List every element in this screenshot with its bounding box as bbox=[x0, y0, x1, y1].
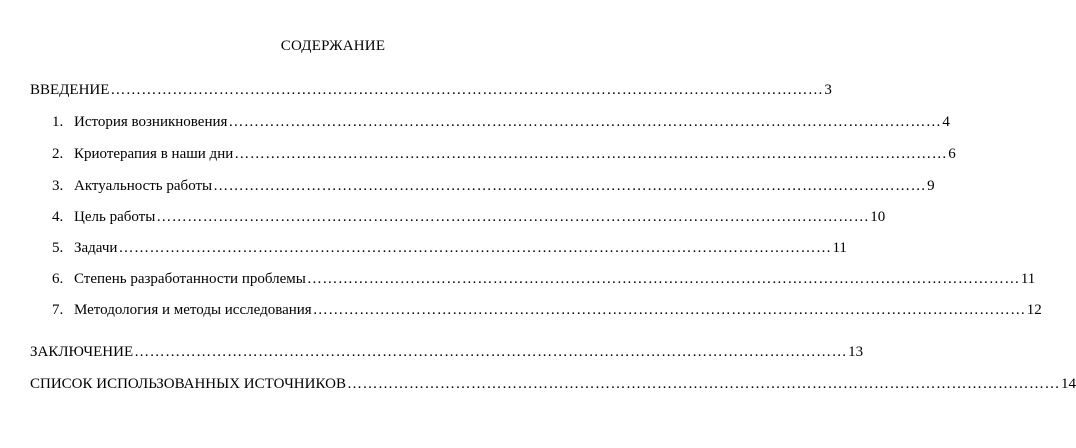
toc-entry-number: 1. bbox=[52, 114, 64, 130]
toc-entry-label: История возникновения bbox=[74, 114, 228, 130]
toc-leader-dots: ………………………………………………………………………………………………………………………… bbox=[312, 302, 1026, 318]
toc-entry-page: 14 bbox=[1060, 376, 1076, 392]
toc-entry-page: 3 bbox=[824, 82, 832, 98]
toc-entry-4 bbox=[52, 207, 886, 227]
toc-entry-number: 4. bbox=[52, 209, 64, 225]
toc-leader-dots: ………………………………………………………………………………………………………………………… bbox=[228, 114, 942, 130]
toc-entry-number: 6. bbox=[52, 271, 64, 287]
toc-leader-dots: ………………………………………………………………………………………………………………………… bbox=[118, 240, 832, 256]
toc-entry-number: 3. bbox=[52, 178, 64, 194]
toc-entry-label: СПИСОК ИСПОЛЬЗОВАННЫХ ИСТОЧНИКОВ bbox=[30, 376, 346, 392]
toc-leader-dots: ………………………………………………………………………………………………………………………… bbox=[213, 178, 927, 194]
toc-entry-7 bbox=[52, 300, 1042, 320]
toc-entry-2 bbox=[52, 144, 956, 164]
toc-leader-dots: ………………………………………………………………………………………………………………………… bbox=[234, 146, 948, 162]
toc-entry-1 bbox=[52, 112, 950, 132]
toc-entry-page: 11 bbox=[1020, 271, 1036, 287]
toc-entry-introduction bbox=[30, 80, 832, 100]
toc-entry-label: Актуальность работы bbox=[74, 178, 213, 194]
toc-entry-page: 4 bbox=[942, 114, 950, 130]
toc-entry-label: Степень разработанности проблемы bbox=[74, 271, 306, 287]
page-title: СОДЕРЖАНИЕ bbox=[280, 38, 386, 54]
toc-entry-label: Цель работы bbox=[74, 209, 156, 225]
toc-entry-5 bbox=[52, 238, 847, 258]
toc-entry-number: 5. bbox=[52, 240, 64, 256]
toc-entry-page: 11 bbox=[832, 240, 847, 256]
toc-entry-label: Методология и методы исследования bbox=[74, 302, 312, 318]
toc-entry-number: 2. bbox=[52, 146, 64, 162]
toc-entry-references bbox=[30, 374, 1076, 394]
toc-entry-page: 6 bbox=[948, 146, 956, 162]
toc-entry-page: 13 bbox=[848, 344, 864, 360]
toc-entry-conclusion bbox=[30, 342, 864, 362]
toc-entry-page: 12 bbox=[1026, 302, 1042, 318]
toc-leader-dots: ………………………………………………………………………………………………………………………… bbox=[134, 344, 848, 360]
toc-entry-page: 9 bbox=[927, 178, 935, 194]
toc-entry-number: 7. bbox=[52, 302, 64, 318]
toc-entry-page: 10 bbox=[870, 209, 886, 225]
toc-entry-6 bbox=[52, 269, 1036, 289]
toc-leader-dots: ………………………………………………………………………………………………………………………… bbox=[346, 376, 1060, 392]
toc-entry-label: ВВЕДЕНИЕ bbox=[30, 82, 110, 98]
toc-entry-label: Задачи bbox=[74, 240, 118, 256]
toc-entry-label: Криотерапия в наши дни bbox=[74, 146, 234, 162]
toc-leader-dots: ………………………………………………………………………………………………………………………… bbox=[306, 271, 1020, 287]
toc-entry-label: ЗАКЛЮЧЕНИЕ bbox=[30, 344, 134, 360]
toc-leader-dots: ………………………………………………………………………………………………………………………… bbox=[156, 209, 870, 225]
toc-entry-3 bbox=[52, 176, 935, 196]
toc-leader-dots: ………………………………………………………………………………………………………………………… bbox=[110, 82, 824, 98]
